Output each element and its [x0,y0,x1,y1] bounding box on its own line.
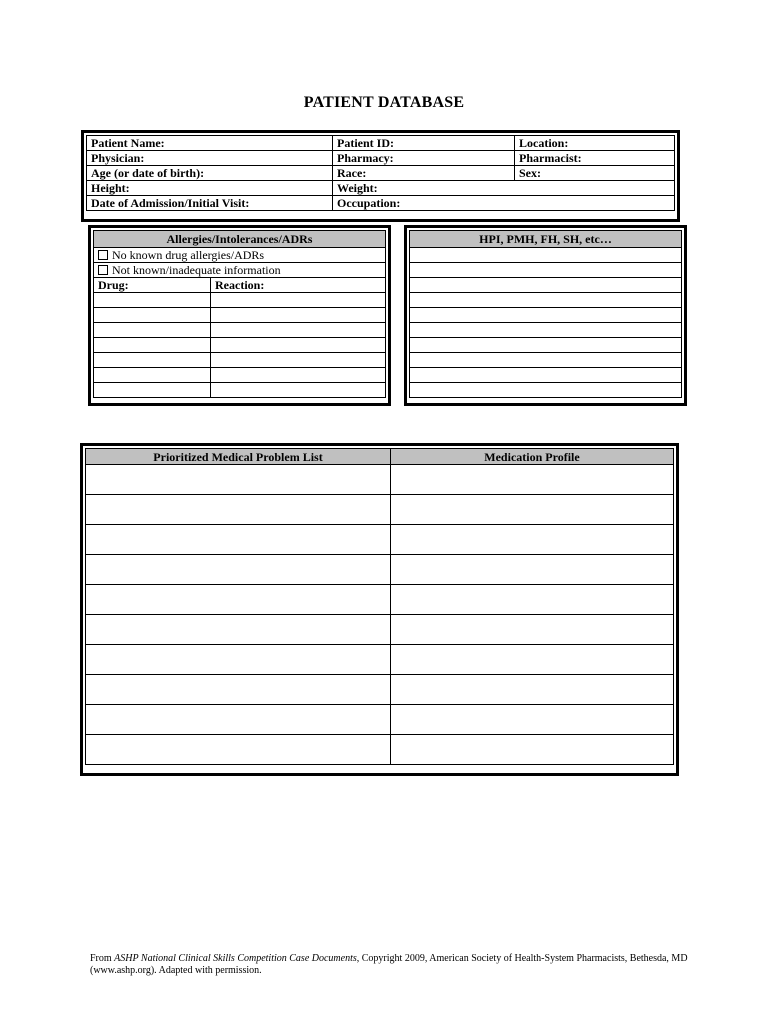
allergies-box [88,225,391,406]
height-field[interactable]: Height: [87,181,333,196]
problem-row [86,495,674,525]
reaction-cell[interactable] [211,353,386,368]
weight-field[interactable]: Weight: [333,181,675,196]
medication-cell[interactable] [391,645,674,675]
hpi-cell[interactable] [410,383,682,398]
problem-row [86,705,674,735]
allergy-row [94,308,386,323]
hpi-row [410,263,682,278]
drug-cell[interactable] [94,353,211,368]
problem-cell[interactable] [86,675,391,705]
medication-cell[interactable] [391,495,674,525]
problem-row [86,615,674,645]
problem-cell[interactable] [86,615,391,645]
reaction-cell[interactable] [211,293,386,308]
hpi-row [410,248,682,263]
reaction-label: Reaction: [211,278,386,293]
hpi-cell[interactable] [410,368,682,383]
patient-info-box [81,130,680,222]
allergy-row [94,323,386,338]
reaction-cell[interactable] [211,338,386,353]
problem-row [86,555,674,585]
medication-cell[interactable] [391,675,674,705]
pharmacist-field[interactable]: Pharmacist: [515,151,675,166]
allergy-row [94,338,386,353]
hpi-row [410,278,682,293]
hpi-cell[interactable] [410,323,682,338]
hpi-box [404,225,687,406]
drug-cell[interactable] [94,323,211,338]
patient-id-field[interactable]: Patient ID: [333,136,515,151]
drug-cell[interactable] [94,383,211,398]
age-field[interactable]: Age (or date of birth): [87,166,333,181]
problem-cell[interactable] [86,465,391,495]
allergy-row [94,353,386,368]
medication-cell[interactable] [391,525,674,555]
problem-list-header: Prioritized Medical Problem List [86,449,391,465]
problem-row [86,735,674,765]
info-row [87,181,675,196]
problem-row [86,675,674,705]
footer-citation: From ASHP National Clinical Skills Competition Case Documents, Copyright 2009, American Society of Health-System Pharmacists, Bethesda, MD (www.ashp.org). Adapted with permission. [90,953,688,976]
reaction-cell[interactable] [211,323,386,338]
occupation-field[interactable]: Occupation: [333,196,675,211]
problem-cell[interactable] [86,705,391,735]
medication-profile-header: Medication Profile [391,449,674,465]
allergy-row [94,293,386,308]
allergies-table [93,230,386,398]
hpi-row [410,368,682,383]
problem-row [86,585,674,615]
problem-cell[interactable] [86,495,391,525]
sex-field[interactable]: Sex: [515,166,675,181]
drug-cell[interactable] [94,368,211,383]
location-field[interactable]: Location: [515,136,675,151]
drug-cell[interactable] [94,293,211,308]
medication-cell[interactable] [391,555,674,585]
checkbox-icon[interactable] [98,265,108,275]
drug-cell[interactable] [94,308,211,323]
hpi-cell[interactable] [410,308,682,323]
physician-field[interactable]: Physician: [87,151,333,166]
drug-label: Drug: [94,278,211,293]
allergies-header: Allergies/Intolerances/ADRs [94,231,386,248]
hpi-cell[interactable] [410,263,682,278]
problem-cell[interactable] [86,735,391,765]
patient-name-field[interactable]: Patient Name: [87,136,333,151]
problem-cell[interactable] [86,525,391,555]
info-row [87,196,675,211]
pharmacy-field[interactable]: Pharmacy: [333,151,515,166]
hpi-cell[interactable] [410,293,682,308]
problem-row [86,525,674,555]
hpi-cell[interactable] [410,278,682,293]
reaction-cell[interactable] [211,368,386,383]
hpi-row [410,293,682,308]
medication-cell[interactable] [391,465,674,495]
problem-medication-box [80,443,679,776]
reaction-cell[interactable] [211,383,386,398]
hpi-cell[interactable] [410,338,682,353]
medication-cell[interactable] [391,585,674,615]
patient-info-table [86,135,675,211]
not-known-option[interactable]: Not known/inadequate information [94,263,386,278]
admission-date-field[interactable]: Date of Admission/Initial Visit: [87,196,333,211]
hpi-row [410,353,682,368]
race-field[interactable]: Race: [333,166,515,181]
hpi-table [409,230,682,398]
hpi-row [410,383,682,398]
problem-medication-table [85,448,674,765]
hpi-header: HPI, PMH, FH, SH, etc… [410,231,682,248]
info-row [87,136,675,151]
medication-cell[interactable] [391,705,674,735]
allergy-row [94,368,386,383]
problem-row [86,465,674,495]
medication-cell[interactable] [391,735,674,765]
hpi-row [410,308,682,323]
drug-cell[interactable] [94,338,211,353]
medication-cell[interactable] [391,615,674,645]
reaction-cell[interactable] [211,308,386,323]
page-title: PATIENT DATABASE [303,94,465,111]
problem-cell[interactable] [86,555,391,585]
problem-cell[interactable] [86,585,391,615]
problem-cell[interactable] [86,645,391,675]
allergy-row [94,383,386,398]
hpi-row [410,338,682,353]
info-row [87,151,675,166]
info-row [87,166,675,181]
hpi-cell[interactable] [410,353,682,368]
no-known-allergies-option[interactable]: No known drug allergies/ADRs [94,248,386,263]
hpi-cell[interactable] [410,248,682,263]
problem-row [86,645,674,675]
hpi-row [410,323,682,338]
checkbox-icon[interactable] [98,250,108,260]
